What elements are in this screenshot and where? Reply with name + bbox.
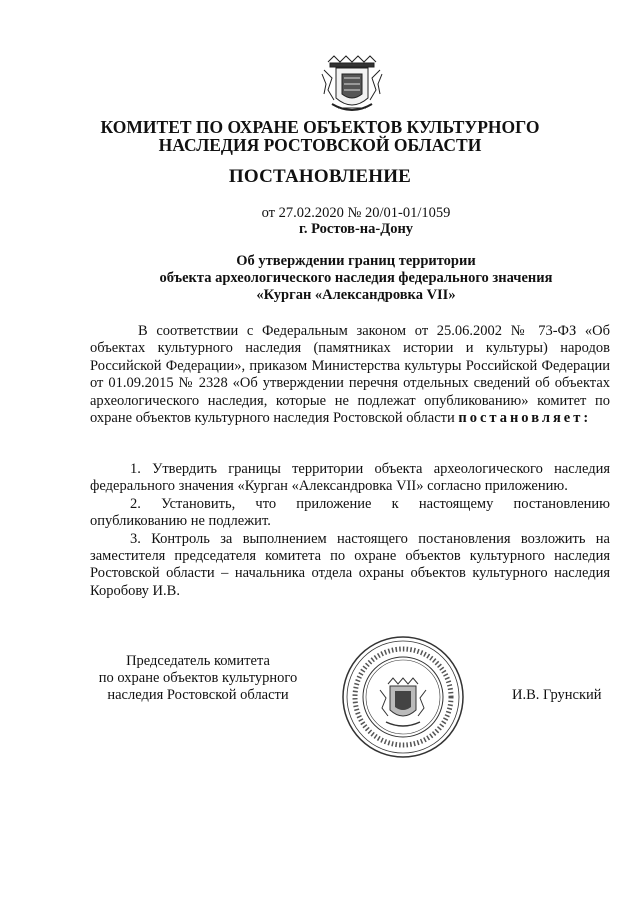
decree-item-3: 3. Контроль за выполнением настоящего постановления возложить на заместителя председателя комитета по охране объектов культурного наследия Ростовской области – начальника отдела охраны объектов культурного наследия Коробову И.В.: [90, 530, 610, 599]
subject-line2: объекта археологического наследия федерального значения: [159, 270, 553, 286]
signatory-position-line2: по охране объектов культурного: [98, 670, 298, 686]
decree-item-1: 1. Утвердить границы территории объекта археологического наследия федерального значения «Курган «Александровка VII» согласно приложению.: [90, 461, 610, 495]
organization-name-line1: КОМИТЕТ ПО ОХРАНЕ ОБЪЕКТОВ КУЛЬТУРНОГО: [100, 117, 540, 137]
signatory-name: И.В. Грунский: [512, 687, 602, 703]
organization-name-line2: НАСЛЕДИЯ РОСТОВСКОЙ ОБЛАСТИ: [158, 135, 482, 155]
official-seal-stamp: [340, 634, 466, 760]
document-city: г. Ростов-на-Дону: [298, 221, 414, 237]
intro-text: В соответствии с Федеральным законом от 25.06.2002 № 73-ФЗ «Об объектах культурного наследия (памятниках истории и культуры) народов Российской Федерации», приказом Министерства культуры Российской Федерации от 01.09.2015 № 2328 «Об утверждении перечня отдельных сведений об объектах археологического наследия, которые не подлежат опубликованию» комитет по охране объектов культурного наследия Ростовской области: [90, 323, 610, 427]
document-date-number: от 27.02.2020 № 20/01-01/1059: [261, 205, 451, 221]
coat-of-arms-emblem: [318, 54, 386, 116]
subject-line1: Об утверждении границ территории: [236, 253, 476, 269]
decree-items: [90, 461, 610, 600]
signatory-position: [88, 653, 308, 704]
intro-paragraph: [90, 323, 610, 427]
signatory-position-line3: наследия Ростовской области: [107, 687, 289, 703]
decree-word: постановляет:: [458, 410, 592, 427]
document-type-title: ПОСТАНОВЛЕНИЕ: [228, 166, 412, 187]
decree-item-2: 2. Установить, что приложение к настоящему постановлению опубликованию не подлежит.: [90, 495, 610, 530]
signatory-position-line1: Председатель комитета: [126, 653, 270, 669]
subject-line3: «Курган «Александровка VII»: [256, 287, 456, 303]
